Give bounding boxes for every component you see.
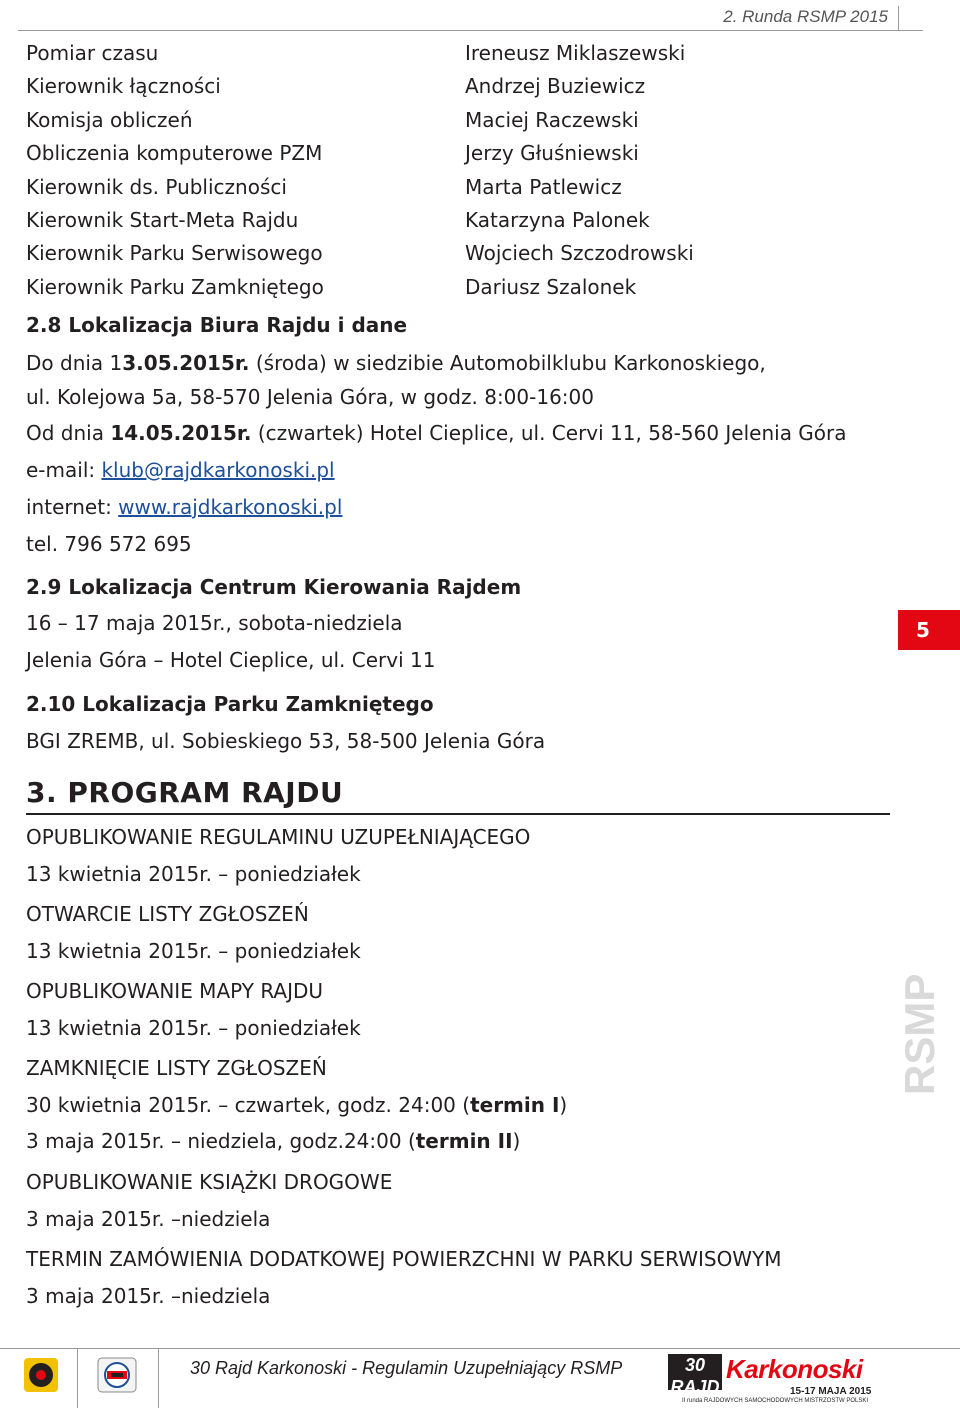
email-link[interactable]: klub@rajdkarkonoski.pl xyxy=(101,458,335,482)
automobile-club-logo xyxy=(24,1358,58,1392)
website-link[interactable]: www.rajdkarkonoski.pl xyxy=(118,495,343,519)
office-line-2: ul. Kolejowa 5a, 58-570 Jelenia Góra, w godz. 8:00-16:00 xyxy=(26,385,594,409)
program-item-title: OPUBLIKOWANIE REGULAMINU UZUPEŁNIAJĄCEGO xyxy=(26,825,531,849)
name-item: Katarzyna Palonek xyxy=(465,208,650,233)
rajd-karkonoski-logo xyxy=(668,1352,884,1408)
officials-names xyxy=(465,37,694,304)
office-line-1-pre: Do dnia 1 xyxy=(26,351,123,375)
hq-location: Jelenia Góra – Hotel Cieplice, ul. Cervi 11 xyxy=(26,648,436,672)
logo-tagline: II runda RAJDOWYCH SAMOCHODOWYCH MISTRZOSTW POLSKI xyxy=(682,1398,869,1404)
role-item: Kierownik Parku Zamkniętego xyxy=(26,274,324,299)
close-term-1-post: ) xyxy=(559,1093,568,1117)
name-item: Andrzej Buziewicz xyxy=(465,74,646,99)
role-item: Obliczenia komputerowe PZM xyxy=(26,141,323,166)
office-date-1: 3.05.2015r. xyxy=(122,351,250,375)
phone-line: tel. 796 572 695 xyxy=(26,532,192,556)
office-date-2: 14.05.2015r. xyxy=(110,421,252,445)
role-item: Kierownik łączności xyxy=(26,74,221,99)
program-item-date: 3 maja 2015r. –niedziela xyxy=(26,1284,271,1308)
close-term-2-label: termin II xyxy=(415,1129,513,1153)
footer-divider xyxy=(77,1348,78,1408)
section-2-9-heading: 2.9 Lokalizacja Centrum Kierowania Rajdem xyxy=(26,575,522,599)
program-item-date: 13 kwietnia 2015r. – poniedziałek xyxy=(26,939,361,963)
web-line xyxy=(26,495,342,519)
role-item: Pomiar czasu xyxy=(26,41,159,65)
role-item: Komisja obliczeń xyxy=(26,107,193,132)
program-item-title: TERMIN ZAMÓWIENIA DODATKOWEJ POWIERZCHNI W PARKU SERWISOWYM xyxy=(26,1247,782,1271)
close-term-1-pre: 30 kwietnia 2015r. – czwartek, godz. 24:00 ( xyxy=(26,1093,471,1117)
email-label: e-mail: xyxy=(26,458,102,482)
footer-rule xyxy=(0,1348,960,1349)
program-item-date: 3 maja 2015r. –niedziela xyxy=(26,1207,271,1231)
name-item: Marta Patlewicz xyxy=(465,174,622,199)
role-item: Kierownik ds. Publiczności xyxy=(26,174,287,199)
close-term-1-label: termin I xyxy=(470,1093,560,1117)
web-label: internet: xyxy=(26,495,119,519)
name-item: Wojciech Szczodrowski xyxy=(465,241,694,266)
running-title: 2. Runda RSMP 2015 xyxy=(723,7,888,26)
close-term-2 xyxy=(26,1129,520,1153)
logo-brand: Karkonoski xyxy=(726,1354,863,1384)
program-item-title: ZAMKNIĘCIE LISTY ZGŁOSZEŃ xyxy=(26,1056,327,1080)
name-item: Jerzy Głuśniewski xyxy=(465,141,639,166)
logo-dates: 15-17 MAJA 2015 xyxy=(790,1386,872,1397)
section-2-8-heading: 2.8 Lokalizacja Biura Rajdu i dane xyxy=(26,313,408,337)
office-line-3 xyxy=(26,421,847,445)
role-item: Kierownik Parku Serwisowego xyxy=(26,241,323,266)
header-divider xyxy=(898,6,899,30)
name-item: Dariusz Szalonek xyxy=(465,274,637,299)
rally-badge-logo xyxy=(97,1357,137,1393)
office-line-3-post: (czwartek) Hotel Cieplice, ul. Cervi 11, 58-560 Jelenia Góra xyxy=(251,421,847,445)
close-term-2-post: ) xyxy=(512,1129,521,1153)
email-line xyxy=(26,458,335,482)
office-line-3-pre: Od dnia xyxy=(26,421,111,445)
officials-roles xyxy=(26,37,324,304)
close-term-1 xyxy=(26,1093,567,1117)
header-rule xyxy=(18,30,923,31)
footer-divider xyxy=(158,1348,159,1408)
section-3-heading: 3. PROGRAM RAJDU xyxy=(26,776,344,809)
logo-number: 30 RAJD xyxy=(668,1354,722,1390)
name-item: Ireneusz Miklaszewski xyxy=(465,41,686,65)
role-item: Kierownik Start-Meta Rajdu xyxy=(26,208,299,233)
hq-dates: 16 – 17 maja 2015r., sobota-niedziela xyxy=(26,611,403,635)
name-item: Maciej Raczewski xyxy=(465,107,639,132)
program-item-title: OPUBLIKOWANIE KSIĄŻKI DROGOWE xyxy=(26,1170,393,1194)
program-item-date: 13 kwietnia 2015r. – poniedziałek xyxy=(26,862,361,886)
parc-ferme-location: BGI ZREMB, ul. Sobieskiego 53, 58-500 Jelenia Góra xyxy=(26,729,546,753)
footer-title: 30 Rajd Karkonoski - Regulamin Uzupełniający RSMP xyxy=(190,1358,623,1378)
section-3-rule xyxy=(26,813,890,815)
office-line-1 xyxy=(26,351,766,375)
program-item-date: 13 kwietnia 2015r. – poniedziałek xyxy=(26,1016,361,1040)
close-term-2-pre: 3 maja 2015r. – niedziela, godz.24:00 ( xyxy=(26,1129,416,1153)
office-line-1-post: (środa) w siedzibie Automobilklubu Karkonoskiego, xyxy=(249,351,766,375)
program-item-title: OPUBLIKOWANIE MAPY RAJDU xyxy=(26,979,324,1003)
page-number-tab: 5 xyxy=(898,610,960,650)
program-item-title: OTWARCIE LISTY ZGŁOSZEŃ xyxy=(26,902,309,926)
side-watermark: RSMP xyxy=(896,973,943,1095)
section-2-10-heading: 2.10 Lokalizacja Parku Zamkniętego xyxy=(26,692,434,716)
